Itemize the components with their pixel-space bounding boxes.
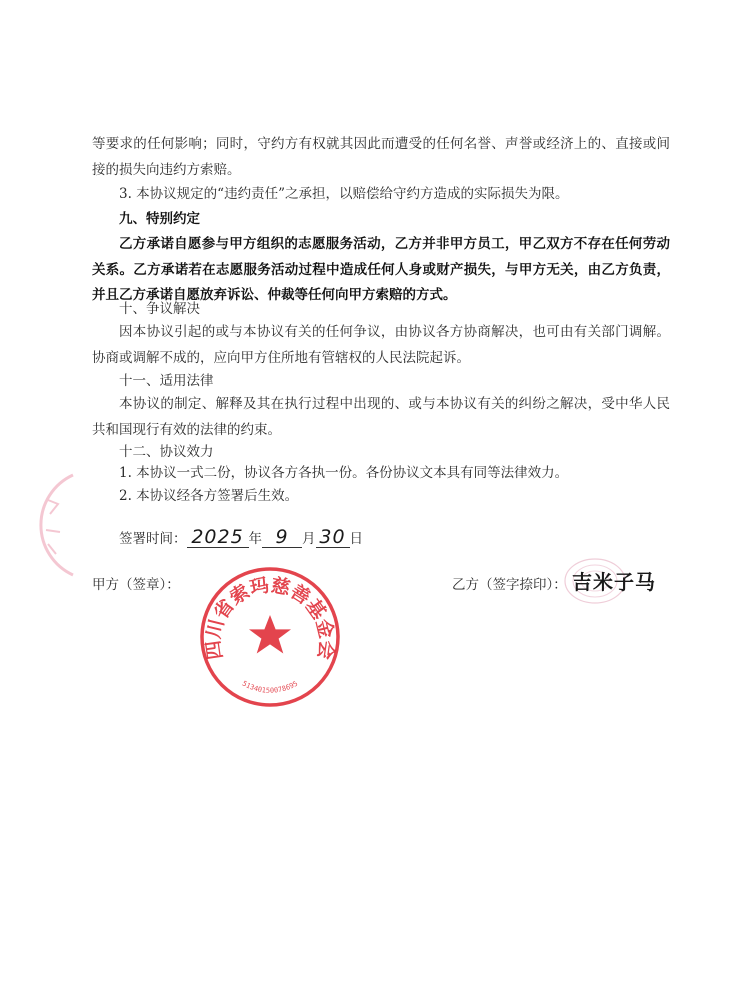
- breach-continuation-paragraph: 等要求的任何影响；同时，守约方有权就其因此而遭受的任何名誉、声誉或经济上的、直接或间接的损失向违约方索赔。: [92, 136, 670, 178]
- party-b-signature: 吉米子马: [572, 570, 656, 594]
- partial-seal-mark: [18, 470, 78, 580]
- party-a-label: 甲方（签章）：: [92, 577, 180, 593]
- signing-day: 30: [316, 527, 350, 548]
- seal-code: 51340150078695: [240, 679, 300, 695]
- svg-text:51340150078695: [241, 680, 299, 695]
- section-nine-heading: 九、特别约定: [119, 211, 200, 227]
- seal-name: 四川省索玛慈善基金会: [202, 574, 338, 661]
- section-eleven-heading: 十一、适用法律: [119, 373, 214, 389]
- signing-year: 2025: [187, 527, 249, 548]
- section-twelve-heading: 十二、协议效力: [119, 444, 214, 460]
- signing-day-unit: 日: [349, 531, 363, 547]
- section-twelve-clause-1: 1. 本协议一式二份，协议各方各执一份。各份协议文本具有同等法律效力。: [119, 465, 569, 481]
- signing-date-line: [119, 527, 363, 550]
- signing-month-unit: 月: [302, 531, 316, 547]
- section-ten-heading: 十、争议解决: [119, 301, 200, 317]
- official-seal: [198, 565, 342, 709]
- section-twelve-clause-2: 2. 本协议经各方签署后生效。: [119, 488, 299, 504]
- seal-star-icon: [249, 615, 291, 654]
- signing-date-label: 签署时间：: [119, 531, 187, 547]
- signing-year-unit: 年: [248, 531, 262, 547]
- party-b-label: 乙方（签字捺印）：: [452, 577, 567, 593]
- breach-clause-3: 3. 本协议规定的“违约责任”之承担，以赔偿给守约方造成的实际损失为限。: [119, 186, 569, 202]
- section-eleven-paragraph: 本协议的制定、解释及其在执行过程中出现的、或与本协议有关的纠纷之解决，受中华人民共和国现行有效的法律的约束。: [92, 396, 670, 438]
- signing-month: 9: [262, 527, 302, 548]
- section-ten-paragraph: 因本协议引起的或与本协议有关的任何争议，由协议各方协商解决，也可由有关部门调解。协商或调解不成的，应向甲方住所地有管辖权的人民法院起诉。: [92, 324, 670, 366]
- section-nine-paragraph: 乙方承诺自愿参与甲方组织的志愿服务活动，乙方并非甲方员工，甲乙双方不存在任何劳动关系。乙方承诺若在志愿服务活动过程中造成任何人身或财产损失，与甲方无关，由乙方负责，并且乙方承诺自愿放弃诉讼、仲裁等任何向甲方索赔的方式。: [92, 236, 670, 303]
